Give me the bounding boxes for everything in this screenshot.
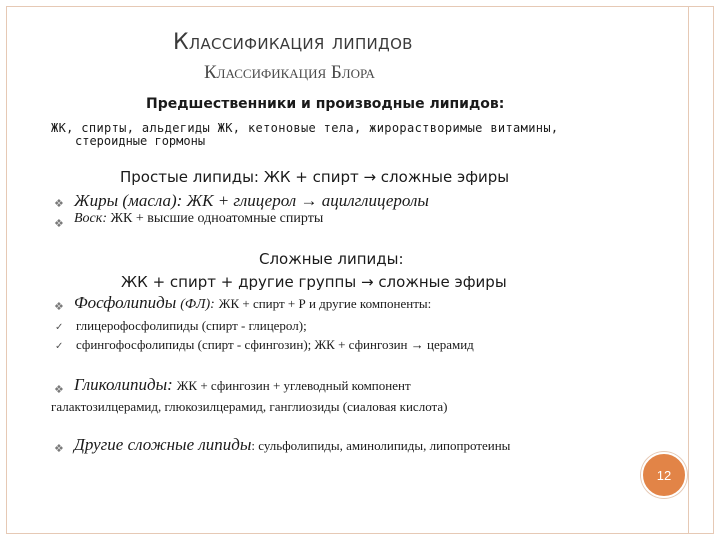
phospho-text: ЖК + спирт + Р и другие компоненты: [218,296,432,311]
check-bullet-icon: ✓ [55,322,64,333]
wax-line [74,211,323,227]
phospho-label: Фосфолипиды [74,293,177,312]
check-bullet-icon: ✓ [55,341,64,352]
diamond-bullet-icon: ❖ [54,197,64,210]
glycerophospho-line: глицерофосфолипиды (спирт - глицерол); [76,318,307,333]
glyco-label: Гликолипиды: [74,375,173,394]
complex-heading-1: Сложные липиды: [259,250,404,268]
other-text: : сульфолипиды, аминолипиды, липопротеины [251,438,511,453]
page-number-badge: 12 [641,452,687,498]
phospho-abbr: (ФЛ): [180,297,215,312]
diamond-bullet-icon: ❖ [54,300,64,313]
other-line [74,435,510,455]
slide-subtitle: Классификация Блора [204,62,375,83]
fats-line [74,191,429,211]
glyco-text: ЖК + сфингозин + углеводный компонент [176,378,411,393]
slide-right-rule [688,6,689,534]
glyco-line [74,375,411,395]
other-label: Другие сложные липиды [74,435,252,454]
precursors-line1: ЖК, спирты, альдегиды ЖК, кетоновые тела, жирорастворимые витамины, [51,121,559,135]
wax-label: Воск: [74,211,107,226]
phospho-line [74,293,431,313]
simple-heading: Простые липиды: ЖК + спирт → сложные эфиры [120,168,510,186]
diamond-bullet-icon: ❖ [54,383,64,396]
fats-label: Жиры (масла): [74,191,183,210]
fats-text: ЖК + глицерол → ацилглицеролы [186,191,429,210]
glyco-examples: галактозилцерамид, глюкозилцерамид, ганглиозиды (сиаловая кислота) [51,399,448,414]
wax-text: ЖК + высшие одноатомные спирты [110,211,324,226]
diamond-bullet-icon: ❖ [54,442,64,455]
complex-heading-2: ЖК + спирт + другие группы → сложные эфиры [121,273,507,291]
slide-title: Классификация липидов [173,30,413,55]
sphingophospho-line: сфингофосфолипиды (спирт - сфингозин); ЖК + сфингозин → церамид [76,337,474,352]
diamond-bullet-icon: ❖ [54,217,64,230]
precursors-line2: стероидные гормоны [75,134,206,148]
precursors-heading: Предшественники и производные липидов: [146,96,505,112]
